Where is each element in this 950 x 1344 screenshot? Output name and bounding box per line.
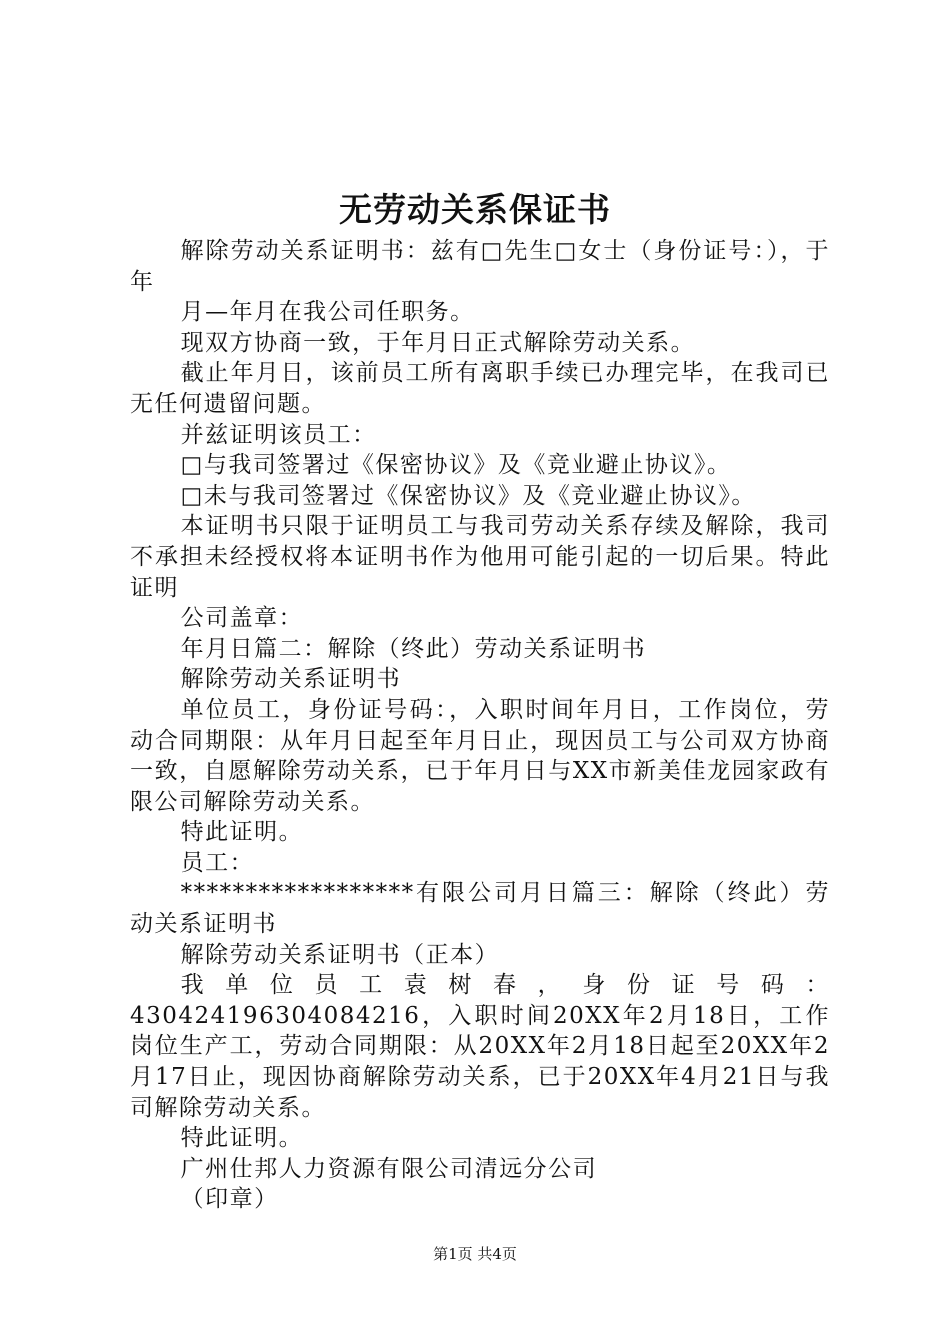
paragraph: 广州仕邦人力资源有限公司清远分公司 bbox=[180, 1155, 598, 1182]
paragraph: （印章） bbox=[180, 1186, 279, 1213]
paragraph: 我单位员工袁树春，身份证号码：430424196304084216，入职时间20XX年2月18日，工作岗位生产工，劳动合同期限：从20XX年2月18日起至20XX年2月17日止，现因协商解除劳动关系，已于20XX年4月21日与我司解除劳动关系。 bbox=[130, 972, 830, 1121]
paragraph: □与我司签署过《保密协议》及《竞业避止协议》。 bbox=[180, 452, 732, 479]
paragraph: 公司盖章： bbox=[180, 605, 304, 632]
paragraph: 解除劳动关系证明书 bbox=[180, 666, 402, 693]
paragraph: ******************有限公司月日篇三：解除（终此）劳动关系证明书 bbox=[130, 880, 830, 938]
paragraph: 单位员工，身份证号码：，入职时间年月日，工作岗位，劳动合同期限：从年月日起至年月日止，现因员工与公司双方协商一致，自愿解除劳动关系，已于年月日与XX市新美佳龙园家政有限公司解除劳动关系。 bbox=[130, 696, 830, 815]
paragraph: 特此证明。 bbox=[180, 819, 304, 846]
document-title: 无劳动关系保证书 bbox=[339, 190, 611, 229]
paragraph: 本证明书只限于证明员工与我司劳动关系存续及解除，我司不承担未经授权将本证明书作为他用可能引起的一切后果。特此证明 bbox=[130, 513, 830, 601]
paragraph: 现双方协商一致，于年月日正式解除劳动关系。 bbox=[180, 329, 696, 356]
paragraph: 年月日篇二：解除（终此）劳动关系证明书 bbox=[180, 635, 647, 662]
paragraph: 月—年月在我公司任职务。 bbox=[180, 299, 475, 326]
paragraph: 并兹证明该员工： bbox=[180, 421, 377, 448]
paragraph: 解除劳动关系证明书：兹有□先生□女士（身份证号：），于年 bbox=[130, 238, 830, 295]
page-number: 第1页 共4页 bbox=[433, 1245, 517, 1263]
paragraph: 解除劳动关系证明书（正本） bbox=[180, 941, 500, 968]
paragraph: 员工： bbox=[180, 849, 255, 876]
document-body bbox=[130, 236, 830, 1215]
paragraph: □未与我司签署过《保密协议》及《竞业避止协议》。 bbox=[180, 482, 756, 509]
paragraph: 特此证明。 bbox=[180, 1125, 304, 1152]
paragraph: 截止年月日，该前员工所有离职手续已办理完毕，在我司已无任何遗留问题。 bbox=[130, 360, 830, 417]
